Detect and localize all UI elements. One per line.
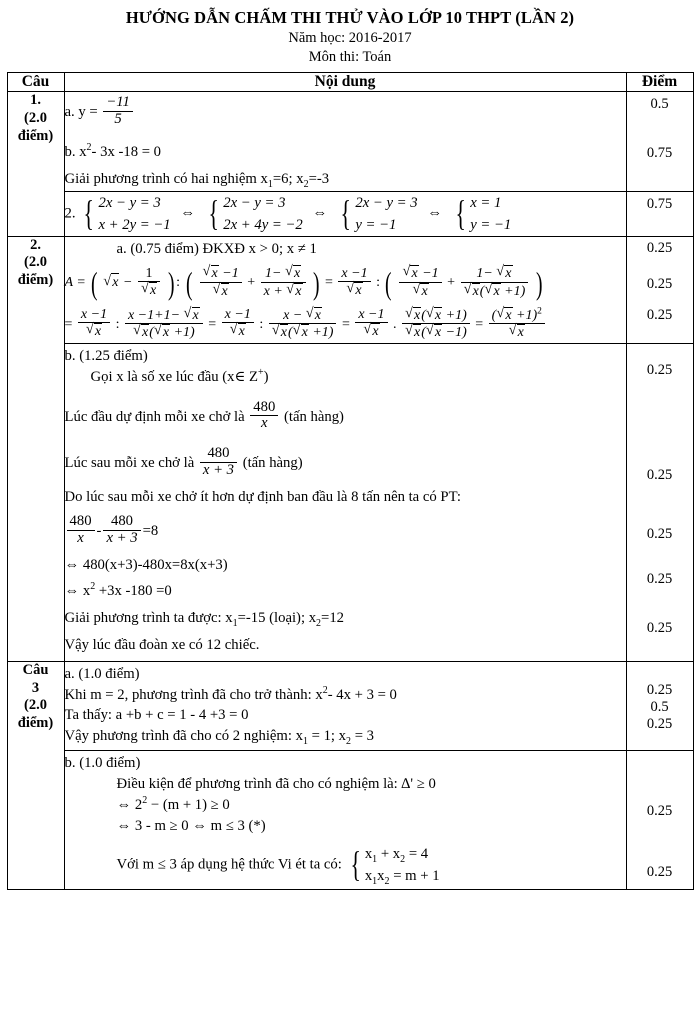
q3-cau-word: Câu (22, 661, 49, 678)
q2-expression-line-2: = x −1 √ x : x −1+1− √ x √ x( √ x +1) = x −1 √ x : x − √ x √ x( √ x +1) = x −1 √ x . √ x( √ x +1) √ x( √ x −1) = ( √ x +1)$^2$ √ x (65, 308, 626, 341)
score-q2-a1: 0.25 (646, 239, 673, 256)
spacer (627, 588, 693, 620)
spacer (65, 435, 626, 447)
fraction-sqrtx-minus-1-over-sqrtx-2: √ x −1 √ x (399, 265, 441, 298)
q2-b-line1-end: ) (263, 368, 269, 385)
vieta-row1 (365, 843, 440, 865)
table-row (7, 191, 693, 236)
score-q2-a2: 0.25 (646, 275, 673, 292)
q3-b-line2-sup: 2 (142, 794, 148, 806)
q3-b-line1: Điều kiện để phương trình đã cho có nghiệm là: ∆' ≥ 0 (116, 775, 436, 792)
fraction-sqrtx-sqrtx-plus-1-over-sqrtx-sqrtx-minus-1: √ x( √ x +1) √ x( √ x −1) (402, 307, 470, 340)
system-of-equations-3 (337, 192, 418, 236)
q2-b-eq-den2: x + 3 (103, 530, 140, 547)
fraction-sqrtx-minus-1-over-sqrtx: √ x −1 √ x (200, 265, 242, 298)
spacer (627, 751, 693, 803)
fraction-x-minus-1-over-sqrtx-d: x −1 √ x (355, 307, 387, 339)
paren-close-icon: ) (313, 265, 320, 301)
brace-icon: { (208, 192, 219, 233)
q3-b-line4-prefix: Với m ≤ 3 áp dụng hệ thức Vi ét ta có: (116, 856, 346, 873)
q3-a-line1-sup: 2 (322, 684, 328, 696)
q2-b-step3-post: +3x -180 =0 (95, 583, 172, 600)
table-row (7, 236, 693, 343)
fraction-sqrtx-plus-1-squared-over-sqrtx: ( √ x +1)$^2$ √ x (489, 307, 545, 340)
vieta-r1-b: + x (377, 846, 401, 863)
paren-open-icon: ( (91, 265, 98, 301)
page-title: HƯỚNG DẪN CHẤM THI THỬ VÀO LỚP 10 THPT (LẦN 2) (125, 8, 575, 27)
spacer (627, 379, 693, 467)
equivalence-icon: ⇔ (312, 204, 328, 221)
spacer (627, 113, 693, 145)
paren-close-icon: ) (167, 265, 175, 301)
spacer (627, 293, 693, 307)
q3-a-line3-mid: = 1; x (307, 728, 347, 745)
q2-b-line3-post: (tấn hàng) (239, 455, 303, 471)
q2-b-line2-prefix: Lúc đầu dự định mỗi xe chở là (64, 408, 249, 425)
question-2b-scores (626, 343, 693, 661)
table-row (7, 343, 693, 661)
spacer (627, 543, 693, 571)
q2-b-line3-den: x + 3 (200, 462, 237, 479)
q3-b-line4 (65, 843, 626, 887)
question-3a-content (64, 661, 626, 750)
q3-b-heading: b. (1.0 điểm) (64, 755, 141, 772)
fraction-1-minus-sqrtx-over-sqrtx-sqrtx-plus-1: 1− √ x √ x( √ x +1) (461, 265, 529, 298)
q1-a-numerator: −11 (106, 94, 130, 111)
vieta-r2-b: x (377, 868, 385, 885)
question-2b-content (64, 343, 626, 661)
score-q3-b1: 0.25 (646, 803, 673, 820)
score-q2-b3: 0.25 (646, 525, 673, 542)
q1-b-suffix: - 3x -18 = 0 (91, 143, 162, 160)
q3-a-heading: a. (1.0 điểm) (64, 665, 140, 682)
q2-b-step4-prefix: Giải phương trình ta được: x (64, 610, 233, 627)
q3-b-line2-post: − (m + 1) ≥ 0 (147, 796, 230, 813)
school-year: Năm học: 2016-2017 (288, 30, 412, 47)
q2-b-line1-sup: + (258, 366, 264, 378)
vieta-row2 (365, 865, 440, 887)
spacer (65, 389, 626, 401)
fraction-x-minus-1-over-sqrtx-b: x −1 √ x (78, 307, 110, 339)
score-q1-b: 0.75 (646, 145, 673, 162)
q3-a-line3-sub2: 2 (346, 736, 352, 748)
q2-b-step3 (65, 582, 626, 601)
q3-b-line2-prefix: ⇔ 2 (116, 796, 143, 813)
q2-b-line1 (65, 368, 626, 387)
vieta-r1-a: x (364, 846, 373, 863)
q1-b-sol-mid: =6; x (272, 170, 304, 187)
q1-a-denominator: 5 (103, 111, 133, 128)
sys1-row1: 2x − y = 3 (98, 194, 161, 211)
q1-b-sol-sub1: 1 (267, 178, 273, 190)
q2-b-conclusion: Vậy lúc đầu đoàn xe có 12 chiếc. (64, 637, 260, 653)
q2-b-heading: b. (1.25 điểm) (64, 347, 148, 364)
table-header-row (7, 73, 693, 92)
spacer (627, 662, 693, 682)
q1-points-close: điểm) (17, 127, 54, 144)
fraction-x-minus-1-plus-1-minus-sqrtx: x −1+1− √ x √ x( √ x +1) (125, 307, 203, 340)
q3-points-close: điểm) (17, 714, 54, 731)
q3-number: 3 (31, 679, 40, 696)
question-3-label (7, 661, 64, 890)
system-of-equations-1 (80, 192, 170, 236)
q2-a-condition: a. (0.75 điểm) ĐKXĐ x > 0; x ≠ 1 (116, 240, 317, 257)
q2-b-eq-minus: - (96, 522, 102, 539)
score-q3-a2: 0.5 (650, 698, 669, 715)
q1-b-sol-prefix: Giải phương trình có hai nghiệm x (64, 170, 268, 187)
q2-b-line4: Do lúc sau mỗi xe chở ít hơn dự định ban đầu là 8 tấn nên ta có PT: (64, 489, 461, 505)
fraction-minus-11-over-5 (103, 95, 133, 128)
q2-b-line2 (64, 398, 626, 434)
q1-points-open: (2.0 (24, 109, 47, 126)
q3-a-line3-end: = 3 (351, 728, 375, 745)
q2-b-line3 (65, 447, 626, 480)
sys1-row2: x + 2y = −1 (98, 216, 171, 233)
spacer (627, 484, 693, 526)
brace-icon: { (83, 192, 95, 233)
spacer (65, 131, 626, 143)
grading-table (7, 72, 694, 890)
q2-b-line2-post: (tấn hàng) (280, 408, 344, 425)
sys3-row1: 2x − y = 3 (355, 194, 418, 211)
paren-close-icon: ) (535, 265, 543, 301)
brace-icon: { (350, 844, 361, 885)
score-q2-b1: 0.25 (646, 361, 673, 378)
q3-points-open: (2.0 (24, 697, 47, 714)
score-q2-b5: 0.25 (646, 619, 673, 636)
q3-a-line3-prefix: Vậy phương trình đã cho có 2 nghiệm: x (64, 728, 303, 745)
sys2-row1: 2x − y = 3 (223, 194, 286, 211)
q2-expression-line-1: A = ( √ x − 1 √ x ) : ( √ x −1 √ x + 1− √ x x + √ x ) = x −1 √ x : ( √ x −1 √ x + 1− √ x √ x( √ x +1) ) (64, 263, 543, 301)
q2-b-eq-result: =8 (142, 522, 159, 539)
score-q1-a: 0.5 (650, 96, 669, 113)
fraction-480-over-x-eq (67, 514, 95, 547)
score-q2-b2: 0.25 (646, 466, 673, 483)
q2-b-eq-num1: 480 (69, 512, 92, 529)
column-header-diem: Điểm (626, 73, 693, 92)
q3-b-line2 (65, 796, 626, 815)
vieta-r2-c: = m + 1 (389, 868, 440, 885)
score-q3-a1: 0.25 (646, 681, 673, 698)
question-3b-content (64, 751, 626, 890)
q3-a-line2: Ta thấy: a +b + c = 1 - 4 +3 = 0 (64, 707, 249, 724)
spacer (627, 344, 693, 362)
q2-points-close: điểm) (17, 272, 54, 288)
vieta-r2-a: x (364, 868, 373, 885)
q2-b-step4-mid: =-15 (loại); x (237, 610, 317, 627)
q3-a-line1 (65, 686, 626, 705)
system-of-equations-2 (205, 192, 303, 236)
q1-b-solution (65, 170, 626, 189)
fraction-480-over-x (250, 400, 278, 433)
vieta-r2-sub1: 1 (372, 876, 378, 888)
sqrt-x: √ x (103, 273, 119, 291)
vieta-r1-sub1: 1 (372, 854, 378, 866)
score-q1-system: 0.75 (646, 195, 673, 212)
sys3-row2: y = −1 (355, 216, 397, 233)
q2-b-line2-den: x (250, 415, 278, 432)
fraction-480-over-x-plus-3-eq (103, 514, 140, 547)
equivalence-icon: ⇔ (427, 204, 443, 221)
equivalence-icon: ⇔ (180, 204, 196, 221)
score-q3-a3: 0.25 (646, 715, 673, 732)
vieta-r1-c: = 4 (405, 846, 429, 863)
question-2a-content (64, 236, 626, 343)
fraction-480-over-x-plus-3 (200, 446, 237, 479)
question-1-system-score (626, 191, 693, 236)
sys4-row1: x = 1 (470, 194, 502, 211)
document-header (0, 0, 700, 67)
q1-b-sol-sub2: 2 (303, 178, 309, 190)
q1-number: 1. (30, 92, 41, 109)
q3-a-line3 (65, 727, 626, 748)
table-row (7, 661, 693, 750)
question-3a-scores (626, 661, 693, 750)
spacer (627, 257, 693, 276)
score-q2-b4: 0.25 (646, 570, 673, 587)
system-of-equations-4 (452, 192, 511, 236)
q2-b-step3-prefix: ⇔ x (64, 583, 91, 600)
vieta-r1-sub2: 2 (400, 854, 406, 866)
q2-b-step4-sub1: 1 (232, 618, 238, 630)
paren-open-icon: ( (185, 265, 193, 301)
table-row (7, 751, 693, 890)
q2-b-step4-end: =12 (321, 610, 345, 627)
q2-b-line3-num: 480 (207, 445, 230, 462)
q2-b-step4-sub2: 2 (316, 618, 322, 630)
q1-b-sol-end: =-3 (308, 170, 330, 187)
subject-line: Môn thi: Toán (308, 49, 392, 66)
q3-a-line1-post: - 4x + 3 = 0 (327, 686, 397, 703)
q1-part-a (65, 92, 626, 129)
spacer (627, 820, 693, 864)
q2-b-line1-prefix: Gọi x là số xe lúc đầu (x∈ Z (90, 368, 259, 385)
q3-b-line3: ⇔ 3 - m ≥ 0 ⇔ m ≤ 3 (*) (116, 817, 266, 834)
sys2-row2: 2x + 4y = −2 (223, 216, 303, 233)
q1-a-prefix: a. y = (64, 103, 102, 120)
q1-b-prefix: b. x (64, 143, 87, 160)
q2-b-step4 (65, 609, 626, 628)
brace-icon: { (455, 192, 466, 233)
q2-b-step3-sup: 2 (90, 581, 96, 593)
q2-number: 2. (30, 236, 41, 253)
q3-a-line3-sub1: 1 (302, 736, 308, 748)
sys4-row2: y = −1 (470, 216, 512, 233)
vieta-r2-sub2: 2 (384, 876, 390, 888)
q2-b-line3-prefix: Lúc sau mỗi xe chở là (64, 455, 198, 471)
q2-b-eq-den1: x (67, 530, 95, 547)
question-1-scores (626, 92, 693, 191)
paren-open-icon: ( (385, 265, 392, 301)
q1-b-exponent: 2 (86, 142, 92, 154)
question-1-system-content (64, 191, 626, 236)
fraction-1-minus-sqrtx-over-x-plus-sqrtx: 1− √ x x + √ x (261, 265, 306, 298)
table-row (7, 92, 693, 191)
q1-sys-label: 2. (64, 204, 76, 221)
question-3b-scores (626, 751, 693, 890)
column-header-cau: Câu (7, 73, 64, 92)
fraction-x-minus-sqrtx-over-sqrtx-sqrtx-plus-1: x − √ x √ x( √ x +1) (269, 307, 337, 340)
q2-b-step2: ⇔ 480(x+3)-480x=8x(x+3) (64, 556, 228, 573)
brace-icon: { (340, 192, 351, 233)
q2-b-line2-num: 480 (253, 398, 276, 415)
q1-part-b (65, 143, 626, 162)
q2-b-equation (65, 512, 626, 548)
question-1-content (64, 92, 626, 191)
q2-points-open: (2.0 (24, 254, 47, 271)
fraction-x-minus-1-over-sqrtx-c: x −1 √ x (222, 307, 254, 339)
question-1-label (7, 92, 64, 236)
fraction-x-minus-1-over-sqrtx: x −1 √ x (338, 266, 370, 298)
score-q3-b2: 0.25 (646, 864, 673, 881)
question-2a-scores (626, 236, 693, 343)
score-q2-a3: 0.25 (646, 306, 673, 323)
q2-b-eq-num2: 480 (110, 512, 134, 529)
question-2-label (7, 236, 64, 661)
q3-a-line1-prefix: Khi m = 2, phương trình đã cho trở thành: x (64, 686, 323, 703)
system-vieta (347, 843, 440, 887)
fraction-1-over-sqrt-x: 1 √ x (138, 266, 160, 298)
column-header-noi-dung: Nội dung (64, 73, 626, 92)
